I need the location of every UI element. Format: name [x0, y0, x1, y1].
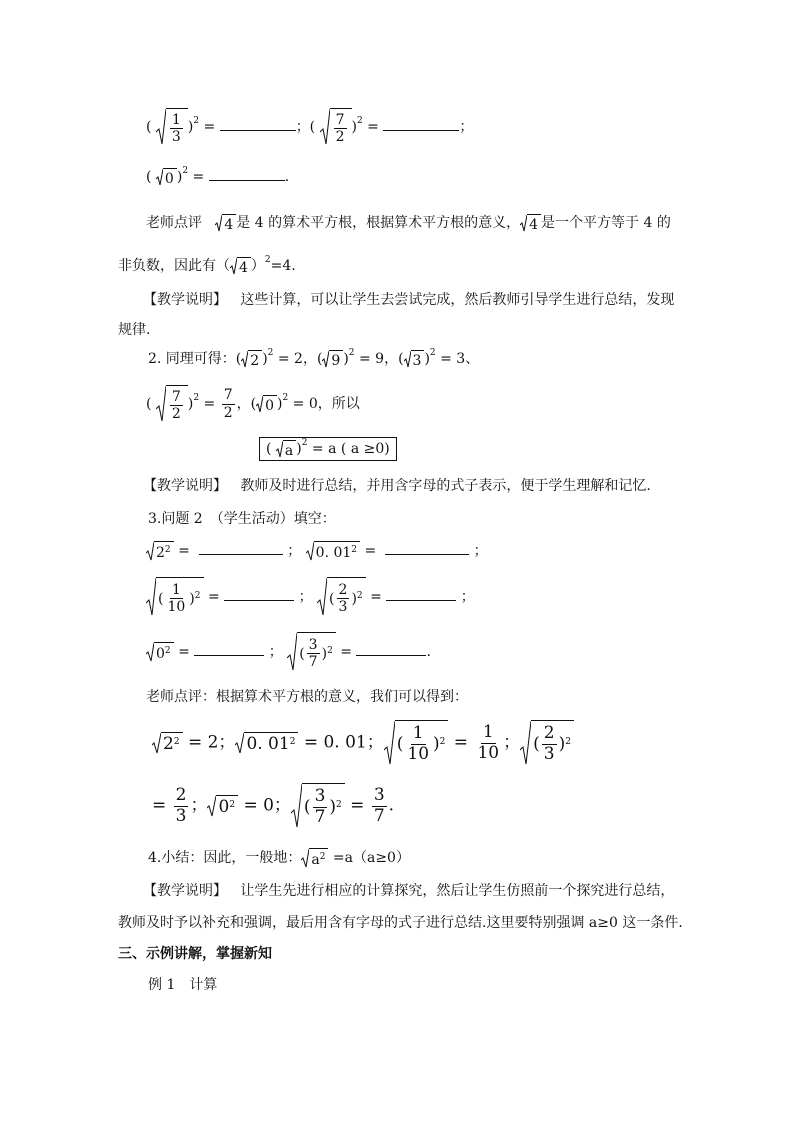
- teacher-comment: 老师点评 4 是 4 的算术平方根，根据算术平方根的意义， 4 是一个平方等于 4 的: [146, 215, 671, 233]
- sqrt-fraction: $\frac{7}{2}$: [320, 108, 352, 146]
- section-heading: 三、示例讲解，掌握新知: [118, 946, 272, 962]
- answer-blank[interactable]: [383, 116, 459, 131]
- answer-blank[interactable]: [209, 166, 285, 181]
- item-3: 3.问题 2 （学生活动）填空：: [148, 511, 336, 527]
- teacher-comment-2: 老师点评：根据算术平方根的意义，我们可以得到：: [146, 689, 468, 705]
- teaching-note-3-cont: 教师及时予以补充和强调，最后用含有字母的式子进行总结.这里要特别强调 a≥0 这一条件.: [118, 915, 683, 931]
- answer-blank[interactable]: [356, 641, 426, 656]
- teaching-note-3: 【教学说明】 让学生先进行相应的计算探究，然后让学生仿照前一个探究进行总结，: [143, 883, 675, 899]
- expr-line-2: ( 0 )$^2$ = .: [146, 166, 290, 187]
- sqrt: 4: [520, 214, 541, 232]
- answer-blank[interactable]: [224, 586, 294, 601]
- sqrt-fraction: $\frac{1}{3}$: [156, 108, 188, 146]
- sqrt: 4: [230, 257, 251, 275]
- item-2: 2. 同理可得：( 2 )$^2$ = 2，( 9 )$^2$ = 9，( 3 )$^2$ = 3、: [148, 348, 480, 369]
- teaching-note-2: 【教学说明】 教师及时进行总结，并用含字母的式子表示，便于学生理解和记忆.: [143, 478, 651, 494]
- teaching-note-cont: 规律.: [118, 322, 151, 338]
- answer-row-1: 2 $^2$ = 2； 0. 01 $^2$ = 0. 01； ( $\frac{1}{10}$ ) $^2$ = $\frac{1}{10}$ ； ( $\frac{2}{3}$ ) $^2$: [152, 720, 574, 766]
- answer-row-2: = $\frac{2}{3}$ ； 0 $^2$ = 0； ( $\frac{3}{7}$ ) $^2$ = $\frac{3}{7}$ .: [152, 784, 395, 827]
- sqrt: 0: [156, 168, 177, 186]
- key-formula-box: ( a )$^2$ = a ( a ≥0): [259, 440, 397, 458]
- teacher-comment-cont: 非负数，因此有（ 4 ）$^2$=4.: [118, 255, 296, 276]
- answer-blank[interactable]: [194, 641, 264, 656]
- fill-row-2: ( $\frac{1}{10}$ ) $^2$ = ； ( $\frac{2}{3}$ ) $^2$ = ；: [146, 577, 475, 617]
- answer-blank[interactable]: [386, 586, 456, 601]
- fill-row-3: 0 $^2$ = ； ( $\frac{3}{7}$ ) $^2$ = .: [146, 632, 431, 672]
- expr-line-1: ( $\frac{1}{3}$ )$^2$ = ；( $\frac{7}{2}$ )$^2$ = ；: [146, 108, 473, 146]
- sqrt: 4: [215, 214, 236, 232]
- answer-blank[interactable]: [199, 540, 283, 555]
- item-2-cont: ( $\frac{7}{2}$ )$^2$ = $\frac{7}{2}$ ，( 0 )$^2$ = 0，所以: [146, 385, 360, 423]
- answer-blank[interactable]: [220, 116, 296, 131]
- answer-blank[interactable]: [385, 540, 469, 555]
- teaching-note: 【教学说明】 这些计算，可以让学生去尝试完成，然后教师引导学生进行总结，发现: [143, 292, 675, 308]
- item-4-summary: 4.小结：因此，一般地： a $^2$ =a（a≥0）: [148, 850, 410, 868]
- example-1: 例 1 计算: [148, 977, 218, 993]
- fill-row-1: 2 $^2$ = ； 0. 01 $^2$ = ；: [146, 540, 488, 561]
